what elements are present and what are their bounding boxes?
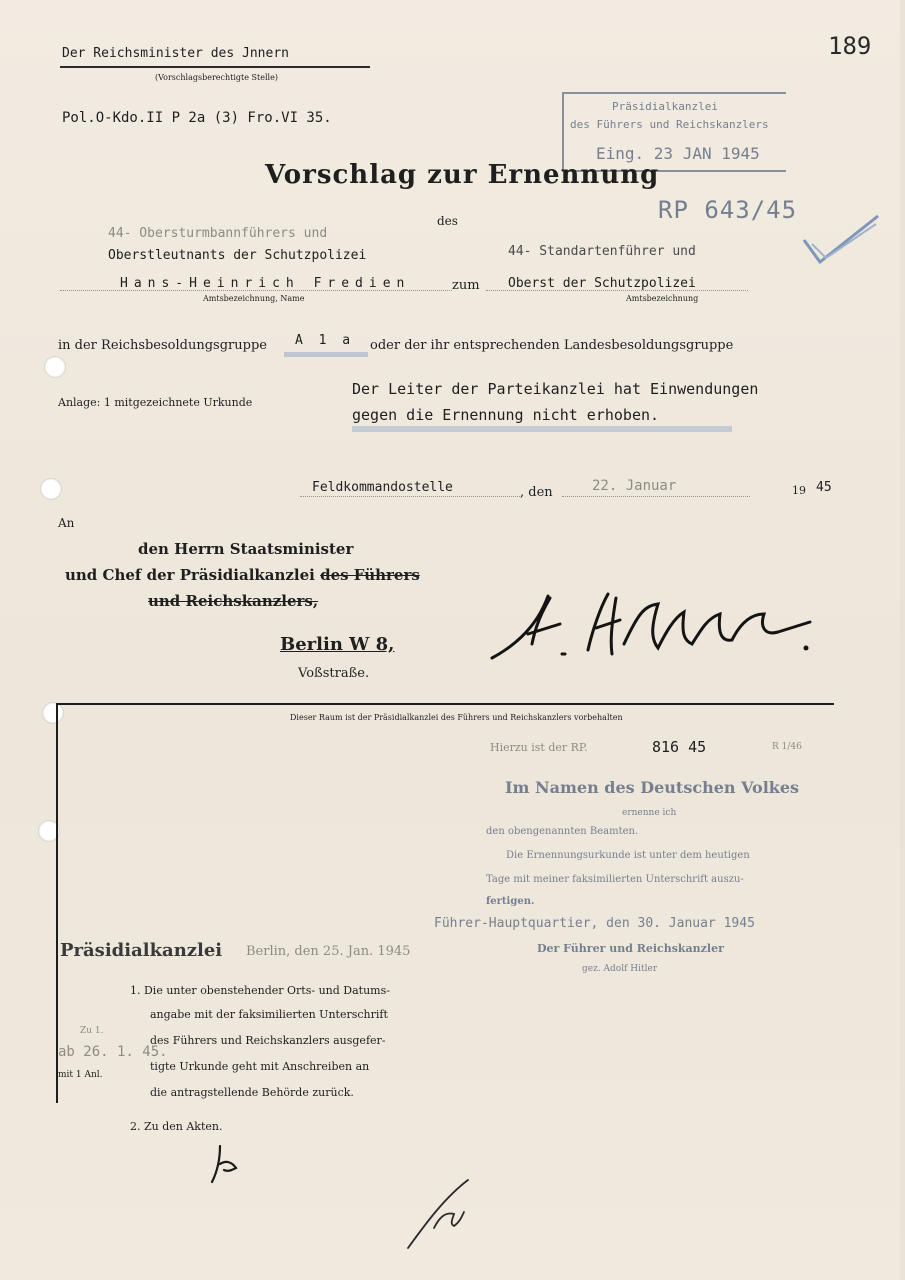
ministry-name: Der Reichsminister des Jnnern <box>62 46 289 61</box>
new-rank-line2: Oberst der Schutzpolizei <box>508 276 696 291</box>
pay-group-value: A 1 a <box>295 333 355 348</box>
margin-note-line1: Zu 1. <box>80 1026 104 1036</box>
des-word: des <box>437 214 458 228</box>
recipient-line2 <box>65 566 420 584</box>
name-caption: Amtsbezeichnung, Name <box>203 294 305 303</box>
zum-word: zum <box>452 278 480 293</box>
document-title: Vorschlag zur Ernennung <box>265 160 660 190</box>
pay-group-suffix: oder der ihr entsprechenden Landesbesoldungsgruppe <box>370 338 734 353</box>
header-rule <box>60 66 370 68</box>
decree-ernenne: ernenne ich <box>622 808 677 818</box>
decree-place-date: Führer-Hauptquartier, den 30. Januar 1945 <box>434 916 755 931</box>
section-divider <box>56 703 834 705</box>
ministry-caption: (Vorschlagsberechtigte Stelle) <box>155 73 278 82</box>
decree-line-b: Tage mit meiner faksimilierten Unterschrift auszu- <box>486 874 744 885</box>
decree-ref-number: 816 45 <box>652 738 707 756</box>
date-dotline <box>562 496 750 497</box>
chancellery-header: Präsidialkanzlei <box>60 940 223 961</box>
decree-line-a: Die Ernennungsurkunde ist unter dem heutigen <box>506 850 750 861</box>
decree-headline: Im Namen des Deutschen Volkes <box>505 778 800 797</box>
check-mark-icon <box>800 210 882 268</box>
an-word: An <box>58 516 75 530</box>
year-suffix: 45 <box>816 480 832 495</box>
recipient-city: Berlin W 8, <box>280 634 395 655</box>
pay-group-underline <box>284 352 368 357</box>
current-rank-line1: 44- Obersturmbannführers und <box>108 226 328 241</box>
chancellery-date: Berlin, den 25. Jan. 1945 <box>246 944 411 959</box>
chancellery-item2: 2. Zu den Akten. <box>130 1120 223 1133</box>
decree-signed: gez. Adolf Hitler <box>582 964 658 974</box>
punch-hole <box>40 478 62 500</box>
decree-signer: Der Führer und Reichskanzler <box>537 942 724 955</box>
receipt-stamp-line2: des Führers und Reichskanzlers <box>570 118 769 131</box>
new-rank-line1: 44- Standartenführer und <box>508 244 696 259</box>
recipient-line1: den Herrn Staatsminister <box>138 540 354 558</box>
paraph-mark <box>404 1176 474 1252</box>
chancellery-item1-line2: angabe mit der faksimilierten Unterschrift <box>150 1008 388 1021</box>
reference-number: Pol.O-Kdo.II P 2a (3) Fro.VI 35. <box>62 110 332 126</box>
decree-line-c: fertigen. <box>486 896 535 907</box>
year-prefix: 19 <box>792 484 806 497</box>
current-rank-line2: Oberstleutnants der Schutzpolizei <box>108 248 367 263</box>
reserved-note: Dieser Raum ist der Präsidialkanzlei des Führers und Reichskanzlers vorbehalten <box>290 713 623 722</box>
decree-officials: den obengenannten Beamten. <box>486 826 639 837</box>
party-note-underline <box>352 426 732 432</box>
himmler-signature <box>488 584 818 674</box>
recipient-street: Voßstraße. <box>298 666 370 681</box>
margin-note-line3: mit 1 Anl. <box>58 1070 103 1080</box>
party-note-line1: Der Leiter der Parteikanzlei hat Einwendungen <box>352 380 759 398</box>
place-dotline <box>300 496 522 497</box>
chancellery-item1-line3: des Führers und Reichskanzlers ausgefer- <box>150 1034 386 1047</box>
place: Feldkommandostelle <box>312 480 453 495</box>
attachment-note: Anlage: 1 mitgezeichnete Urkunde <box>58 396 253 409</box>
decree-ref-suffix: R 1/46 <box>772 742 802 752</box>
date: 22. Januar <box>592 478 677 494</box>
decree-ref-prefix: Hierzu ist der RP. <box>490 741 588 754</box>
party-note-line2: gegen die Ernennung nicht erhoben. <box>352 406 660 424</box>
recipient-line2-struck: des Führers <box>320 566 420 584</box>
section-margin-line <box>56 703 58 1103</box>
receipt-stamp-line1: Präsidialkanzlei <box>612 100 718 113</box>
punch-hole <box>44 356 66 378</box>
chancellery-item1-line4: tigte Urkunde geht mit Anschreiben an <box>150 1060 370 1073</box>
recipient-line2-kept: und Chef der Präsidialkanzlei <box>65 566 315 584</box>
margin-note-line2: ab 26. 1. 45. <box>58 1044 168 1060</box>
receipt-stamp-date: Eing. 23 JAN 1945 <box>596 144 760 163</box>
chancellery-item1-line5: die antragstellende Behörde zurück. <box>150 1086 354 1099</box>
pay-group-prefix: in der Reichsbesoldungsgruppe <box>58 338 267 353</box>
den-word: , den <box>520 485 553 500</box>
page-number: 189 <box>828 32 872 60</box>
recipient-line3-struck: und Reichskanzlers, <box>148 592 319 610</box>
punch-hole <box>42 702 64 724</box>
chancellery-item1-line1: 1. Die unter obenstehender Orts- und Datums- <box>130 984 390 997</box>
officer-name: Hans-Heinrich Fredien <box>120 276 411 291</box>
new-rank-caption: Amtsbezeichnung <box>626 294 699 303</box>
rp-number: RP 643/45 <box>658 196 798 224</box>
initial-mark <box>206 1140 246 1188</box>
